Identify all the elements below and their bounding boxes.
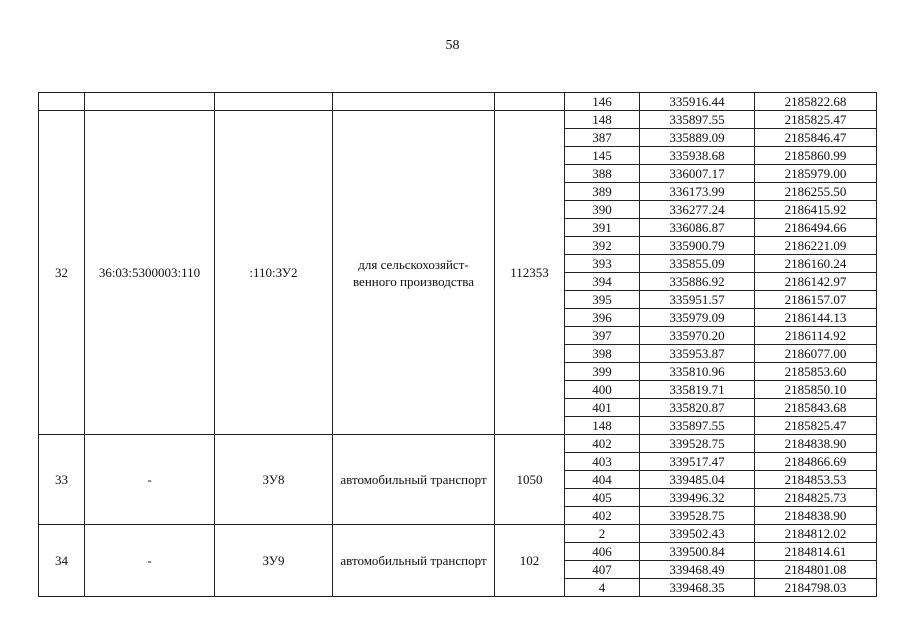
point-number: 393 (565, 255, 640, 273)
permitted-use: для сельскохозяйст-венного производства (333, 111, 495, 435)
coord-y: 2186144.13 (755, 309, 877, 327)
point-number: 396 (565, 309, 640, 327)
coord-x: 339485.04 (640, 471, 755, 489)
coord-x: 335951.57 (640, 291, 755, 309)
coord-y: 2185860.99 (755, 147, 877, 165)
coord-y: 2186160.24 (755, 255, 877, 273)
empty-cell (85, 93, 215, 111)
coord-y: 2186255.50 (755, 183, 877, 201)
coord-x: 335979.09 (640, 309, 755, 327)
point-number: 387 (565, 129, 640, 147)
point-number: 148 (565, 111, 640, 129)
table-row (39, 111, 877, 129)
point-number: 402 (565, 435, 640, 453)
coord-x: 335970.20 (640, 327, 755, 345)
coord-x: 335953.87 (640, 345, 755, 363)
parcel-number: 32 (39, 111, 85, 435)
coord-y: 2186494.66 (755, 219, 877, 237)
coord-x: 335938.68 (640, 147, 755, 165)
point-number: 399 (565, 363, 640, 381)
point-number: 390 (565, 201, 640, 219)
point-number: 391 (565, 219, 640, 237)
permitted-use: автомобильный транспорт (333, 435, 495, 525)
coord-x: 336173.99 (640, 183, 755, 201)
coord-y: 2184866.69 (755, 453, 877, 471)
point-number: 148 (565, 417, 640, 435)
coord-x: 339528.75 (640, 435, 755, 453)
coord-y: 2185825.47 (755, 111, 877, 129)
coord-x: 335820.87 (640, 399, 755, 417)
parcel-area: 112353 (495, 111, 565, 435)
coord-x: 335886.92 (640, 273, 755, 291)
coord-y: 2186221.09 (755, 237, 877, 255)
coord-x: 339517.47 (640, 453, 755, 471)
point-number: 2 (565, 525, 640, 543)
point-number: 145 (565, 147, 640, 165)
coord-x: 335810.96 (640, 363, 755, 381)
coord-y: 2185846.47 (755, 129, 877, 147)
parcel-number: 34 (39, 525, 85, 597)
coord-x: 335855.09 (640, 255, 755, 273)
coord-x: 335916.44 (640, 93, 755, 111)
empty-cell (333, 93, 495, 111)
coord-y: 2185825.47 (755, 417, 877, 435)
coord-y: 2184801.08 (755, 561, 877, 579)
parcel-designation: ЗУ8 (215, 435, 333, 525)
coord-x: 335897.55 (640, 417, 755, 435)
coord-x: 339496.32 (640, 489, 755, 507)
point-number: 4 (565, 579, 640, 597)
coordinates-table (38, 92, 877, 597)
parcel-area: 1050 (495, 435, 565, 525)
coord-x: 336086.87 (640, 219, 755, 237)
cadastral-number: - (85, 525, 215, 597)
coord-x: 339468.35 (640, 579, 755, 597)
point-number: 392 (565, 237, 640, 255)
point-number: 404 (565, 471, 640, 489)
point-number: 389 (565, 183, 640, 201)
parcel-area: 102 (495, 525, 565, 597)
cadastral-number: 36:03:5300003:110 (85, 111, 215, 435)
coord-y: 2185850.10 (755, 381, 877, 399)
coord-y: 2185979.00 (755, 165, 877, 183)
empty-cell (495, 93, 565, 111)
empty-cell (215, 93, 333, 111)
coord-x: 339468.49 (640, 561, 755, 579)
point-number: 394 (565, 273, 640, 291)
coord-y: 2184812.02 (755, 525, 877, 543)
point-number: 403 (565, 453, 640, 471)
point-number: 395 (565, 291, 640, 309)
table-body (39, 93, 877, 597)
coord-y: 2185822.68 (755, 93, 877, 111)
empty-cell (39, 93, 85, 111)
coord-y: 2184814.61 (755, 543, 877, 561)
coord-y: 2184825.73 (755, 489, 877, 507)
table-row (39, 435, 877, 453)
coord-y: 2186077.00 (755, 345, 877, 363)
point-number: 388 (565, 165, 640, 183)
coord-y: 2185853.60 (755, 363, 877, 381)
point-number: 401 (565, 399, 640, 417)
point-number: 146 (565, 93, 640, 111)
coord-y: 2184838.90 (755, 507, 877, 525)
point-number: 406 (565, 543, 640, 561)
coord-y: 2184838.90 (755, 435, 877, 453)
point-number: 398 (565, 345, 640, 363)
coord-x: 339500.84 (640, 543, 755, 561)
coord-y: 2186114.92 (755, 327, 877, 345)
coord-x: 335900.79 (640, 237, 755, 255)
coord-x: 335889.09 (640, 129, 755, 147)
parcel-designation: :110:ЗУ2 (215, 111, 333, 435)
coord-y: 2186415.92 (755, 201, 877, 219)
point-number: 397 (565, 327, 640, 345)
page-number: 58 (445, 38, 460, 53)
parcel-number: 33 (39, 435, 85, 525)
coord-y: 2184798.03 (755, 579, 877, 597)
point-number: 402 (565, 507, 640, 525)
coord-y: 2185843.68 (755, 399, 877, 417)
continuation-row (39, 93, 877, 111)
point-number: 400 (565, 381, 640, 399)
coord-x: 335897.55 (640, 111, 755, 129)
coord-y: 2186142.97 (755, 273, 877, 291)
coord-x: 336277.24 (640, 201, 755, 219)
coord-y: 2186157.07 (755, 291, 877, 309)
table-row (39, 525, 877, 543)
parcel-designation: ЗУ9 (215, 525, 333, 597)
point-number: 405 (565, 489, 640, 507)
permitted-use: автомобильный транспорт (333, 525, 495, 597)
coord-x: 336007.17 (640, 165, 755, 183)
coord-y: 2184853.53 (755, 471, 877, 489)
coord-x: 339502.43 (640, 525, 755, 543)
coord-x: 339528.75 (640, 507, 755, 525)
cadastral-number: - (85, 435, 215, 525)
coord-x: 335819.71 (640, 381, 755, 399)
point-number: 407 (565, 561, 640, 579)
